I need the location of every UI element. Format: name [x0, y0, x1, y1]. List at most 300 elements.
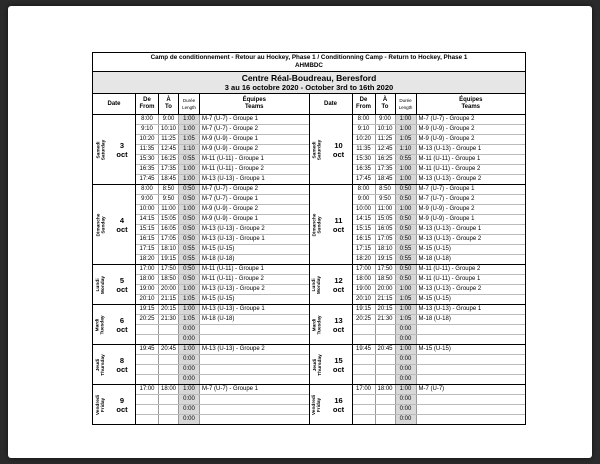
- duration: 0:00: [396, 325, 417, 334]
- duration: 1:00: [179, 125, 200, 134]
- start-time: 17:00: [353, 385, 376, 394]
- duration: 1:00: [396, 165, 417, 174]
- duration: 0:50: [179, 235, 200, 244]
- weekday-vertical: [93, 353, 109, 376]
- start-time: [136, 395, 159, 404]
- weekday-fr: Samedi: [312, 140, 318, 159]
- duration: 0:50: [396, 195, 417, 204]
- session-row: [136, 295, 309, 304]
- start-time: 15:15: [136, 225, 159, 234]
- duration: 0:00: [179, 405, 200, 414]
- end-time: 16:05: [376, 225, 396, 234]
- duration: 0:50: [179, 225, 200, 234]
- end-time: 11:00: [376, 205, 396, 214]
- team-name: M-13 (U-13) - Groupe 2: [202, 226, 265, 232]
- duration: 1:05: [179, 135, 200, 144]
- session-row: [136, 165, 309, 175]
- day-of-month: 16: [334, 395, 343, 405]
- day-label: [310, 385, 353, 424]
- day-of-month: 4: [119, 215, 125, 225]
- duration: 0:50: [396, 185, 417, 194]
- end-time: 21:30: [376, 315, 396, 324]
- duration: 1:05: [179, 315, 200, 324]
- duration: 1:00: [179, 205, 200, 214]
- session-row: [353, 315, 526, 325]
- session-row: [353, 165, 526, 175]
- start-time: 15:15: [353, 225, 376, 234]
- end-time: [376, 405, 396, 414]
- end-time: 21:15: [376, 295, 396, 304]
- column-headers: [310, 94, 526, 115]
- start-time: 18:00: [136, 275, 159, 284]
- session-rows: [353, 265, 526, 304]
- team-name: M-11 (U-11) - Groupe 1: [418, 156, 481, 162]
- duration: 0:55: [396, 155, 417, 164]
- end-time: 9:50: [159, 195, 179, 204]
- end-time: [159, 415, 179, 424]
- duration: 0:50: [179, 265, 200, 274]
- day-number: [109, 356, 135, 374]
- start-time: 18:20: [136, 255, 159, 264]
- weekday-vertical: [310, 394, 326, 415]
- duration: 0:00: [396, 335, 417, 344]
- end-time: 12:45: [376, 145, 396, 154]
- weekday-vertical: [310, 275, 326, 294]
- start-time: 14:15: [353, 215, 376, 224]
- team-name: M-15 (U-15): [202, 246, 235, 252]
- end-time: 16:25: [159, 155, 179, 164]
- weekday-fr: Lundi: [312, 277, 318, 292]
- day-number: [109, 396, 135, 414]
- session-row: [353, 185, 526, 195]
- end-time: [376, 355, 396, 364]
- start-time: 20:25: [353, 315, 376, 324]
- day-of-month: 8: [119, 355, 125, 365]
- day-of-month: 12: [334, 275, 343, 285]
- start-time: 14:15: [136, 215, 159, 224]
- duration: 1:00: [396, 205, 417, 214]
- end-time: 17:35: [376, 165, 396, 174]
- weekday-en: Tuesday: [101, 314, 107, 335]
- day-of-month: 13: [334, 315, 343, 325]
- end-time: 16:25: [376, 155, 396, 164]
- month-abbr: oct: [116, 324, 128, 334]
- month-abbr: oct: [116, 284, 128, 294]
- start-time: 9:10: [136, 125, 159, 134]
- start-time: 19:00: [136, 285, 159, 294]
- start-time: 8:00: [353, 185, 376, 194]
- camp-title: Camp de conditionnement - Retour au Hockey, Phase 1 / Conditionning Camp - Return to Hockey, Phase 1: [150, 54, 468, 61]
- start-time: 10:20: [353, 135, 376, 144]
- start-time: 19:45: [353, 345, 376, 354]
- start-time: 16:15: [353, 235, 376, 244]
- weekday-names: [96, 315, 106, 334]
- end-time: 15:05: [376, 215, 396, 224]
- session-row: [136, 175, 309, 184]
- start-time: 17:00: [353, 265, 376, 274]
- duration: 1:00: [396, 175, 417, 184]
- weekday-en: Thursday: [101, 353, 106, 376]
- team-name: M-7 (U-7) - Groupe 2: [202, 126, 259, 132]
- month-abbr: oct: [332, 224, 345, 234]
- duration: 1:00: [396, 385, 417, 394]
- duration: 1:00: [179, 115, 200, 124]
- team-name: [200, 365, 309, 374]
- start-time: [353, 395, 376, 404]
- from-header: De From: [136, 94, 159, 114]
- weekday-en: Sunday: [101, 215, 106, 234]
- start-time: 8:00: [136, 185, 159, 194]
- end-time: 9:00: [159, 115, 179, 124]
- start-time: [353, 415, 376, 424]
- start-time: 20:10: [136, 295, 159, 304]
- weekday-fr: Jeudi: [96, 358, 101, 371]
- session-row: [353, 345, 526, 355]
- start-time: 9:00: [136, 195, 159, 204]
- session-row: [136, 305, 309, 315]
- end-time: [376, 365, 396, 374]
- week-2-column: [310, 94, 526, 424]
- weekday-names: [313, 394, 323, 414]
- session-row: [353, 195, 526, 205]
- session-row: [353, 235, 526, 245]
- start-time: [136, 325, 159, 334]
- teams-header: Équipes Teams: [242, 97, 266, 110]
- end-time: 20:45: [376, 345, 396, 354]
- session-row: [136, 375, 309, 384]
- session-row: [353, 245, 526, 255]
- duration: 0:55: [179, 245, 200, 254]
- duration: 1:00: [179, 165, 200, 174]
- weekday-fr: Mardi: [312, 318, 318, 331]
- session-row: [136, 185, 309, 195]
- start-time: 17:00: [136, 385, 159, 394]
- duration: 1:10: [396, 145, 417, 154]
- end-time: 8:50: [159, 185, 179, 194]
- start-time: 10:00: [353, 205, 376, 214]
- team-name: M-7 (U-7) - Groupe 1: [202, 386, 259, 392]
- session-row: [353, 385, 526, 395]
- session-row: [353, 265, 526, 275]
- session-row: [136, 265, 309, 275]
- team-name: M-9 (U-9) - Groupe 2: [202, 206, 259, 212]
- duration: 0:00: [396, 405, 417, 414]
- start-time: [136, 335, 159, 344]
- duration: 0:50: [396, 275, 417, 284]
- days-list: [310, 115, 526, 424]
- session-row: [353, 325, 526, 335]
- start-time: 17:15: [353, 245, 376, 254]
- month-abbr: oct: [116, 149, 128, 159]
- end-time: 21:30: [159, 315, 179, 324]
- day-of-month: 3: [119, 140, 125, 150]
- duration: 0:00: [179, 365, 200, 374]
- end-time: 17:05: [159, 235, 179, 244]
- end-time: 11:25: [159, 135, 179, 144]
- team-name: [200, 415, 309, 424]
- team-name: M-9 (U-9) - Groupe 2: [418, 206, 475, 212]
- weekday-vertical: [310, 314, 326, 335]
- schedule-columns: [93, 94, 525, 424]
- team-name: M-9 (U-9) - Groupe 2: [202, 146, 259, 152]
- session-row: [353, 255, 526, 264]
- end-time: 12:45: [159, 145, 179, 154]
- team-name: M-15 (U-15): [418, 296, 451, 302]
- start-time: 11:35: [353, 145, 376, 154]
- end-time: [159, 405, 179, 414]
- session-row: [353, 115, 526, 125]
- team-name: [417, 325, 526, 334]
- team-name: M-7 (U-7): [418, 386, 445, 392]
- day-block: [93, 305, 309, 345]
- day-label: [310, 265, 353, 304]
- end-time: [159, 395, 179, 404]
- start-time: 19:45: [136, 345, 159, 354]
- team-name: [417, 405, 526, 414]
- session-row: [136, 115, 309, 125]
- end-time: [159, 325, 179, 334]
- day-block: [310, 115, 526, 185]
- end-time: [376, 415, 396, 424]
- duration: 0:50: [396, 215, 417, 224]
- duration: 0:55: [179, 155, 200, 164]
- start-time: [136, 355, 159, 364]
- team-name: M-13 (U-13) - Groupe 1: [418, 226, 482, 232]
- session-rows: [353, 185, 526, 264]
- weekday-names: [313, 275, 323, 293]
- month-abbr: oct: [332, 324, 345, 334]
- session-row: [353, 215, 526, 225]
- session-row: [136, 285, 309, 295]
- team-name: [200, 375, 309, 384]
- start-time: 10:00: [136, 205, 159, 214]
- duration: 1:05: [179, 295, 200, 304]
- start-time: 16:35: [353, 165, 376, 174]
- day-block: [93, 265, 309, 305]
- team-name: M-11 (U-11) - Groupe 2: [418, 266, 481, 272]
- end-time: 8:50: [376, 185, 396, 194]
- day-of-month: 6: [119, 315, 125, 325]
- team-name: [200, 335, 309, 344]
- day-block: [93, 115, 309, 185]
- day-number: [326, 396, 352, 414]
- session-row: [353, 335, 526, 344]
- duration: 0:00: [179, 325, 200, 334]
- duration: 0:00: [396, 365, 417, 374]
- month-abbr: oct: [332, 404, 345, 414]
- weekday-vertical: [93, 275, 109, 294]
- session-row: [136, 255, 309, 264]
- end-time: 18:10: [376, 245, 396, 254]
- weekday-names: [96, 213, 106, 236]
- end-time: 19:15: [376, 255, 396, 264]
- teams-header: Équipes Teams: [459, 97, 483, 110]
- weekday-fr: Vendredi: [312, 394, 318, 415]
- end-time: 21:15: [159, 295, 179, 304]
- day-label: [93, 115, 136, 184]
- session-row: [136, 145, 309, 155]
- day-block: [310, 185, 526, 265]
- session-row: [136, 235, 309, 245]
- team-name: [417, 335, 526, 344]
- day-label: [93, 385, 136, 424]
- team-name: M-11 (U-11) - Groupe 1: [202, 266, 264, 272]
- date-header: Date: [310, 94, 353, 114]
- end-time: 17:35: [159, 165, 179, 174]
- session-rows: [353, 115, 526, 184]
- session-row: [353, 375, 526, 384]
- team-name: M-13 (U-13) - Groupe 1: [202, 306, 265, 312]
- team-name: M-15 (U-15): [418, 246, 451, 252]
- day-label: [310, 345, 353, 384]
- start-time: 19:15: [353, 305, 376, 314]
- duration: 1:05: [396, 295, 417, 304]
- session-row: [136, 405, 309, 415]
- duration: 0:50: [179, 185, 200, 194]
- session-row: [136, 155, 309, 165]
- duration: 1:00: [179, 305, 200, 314]
- document-header: [93, 53, 525, 72]
- start-time: 15:30: [353, 155, 376, 164]
- team-name: [200, 405, 309, 414]
- duration: 0:00: [396, 395, 417, 404]
- day-label: [93, 305, 136, 344]
- weekday-fr: Samedi: [96, 140, 101, 159]
- team-name: M-13 (U-13) - Groupe 2: [418, 176, 482, 182]
- session-row: [136, 385, 309, 395]
- day-block: [93, 345, 309, 385]
- session-rows: [136, 185, 309, 264]
- session-row: [353, 405, 526, 415]
- team-name: [417, 375, 526, 384]
- weekday-vertical: [93, 394, 109, 415]
- day-of-month: 9: [119, 395, 125, 405]
- duration: 0:00: [179, 415, 200, 424]
- weekday-en: Tuesday: [317, 314, 323, 335]
- day-label: [93, 345, 136, 384]
- session-row: [136, 275, 309, 285]
- start-time: 18:20: [353, 255, 376, 264]
- start-time: [136, 405, 159, 414]
- start-time: 11:35: [136, 145, 159, 154]
- end-time: [376, 325, 396, 334]
- end-time: 18:10: [159, 245, 179, 254]
- weekday-fr: Lundi: [96, 277, 101, 292]
- end-time: 18:45: [159, 175, 179, 184]
- team-name: [417, 365, 526, 374]
- duration-header: Durée Length: [179, 94, 200, 114]
- team-name: M-7 (U-7) - Groupe 1: [202, 196, 259, 202]
- start-time: 15:30: [136, 155, 159, 164]
- session-row: [353, 225, 526, 235]
- weekday-en: Friday: [317, 397, 323, 412]
- team-name: M-13 (U-13) - Groupe 2: [202, 346, 265, 352]
- start-time: 16:15: [136, 235, 159, 244]
- team-name: M-9 (U-9) - Groupe 1: [418, 216, 475, 222]
- start-time: [353, 405, 376, 414]
- duration: 1:00: [179, 285, 200, 294]
- duration: 1:10: [179, 145, 200, 154]
- weekday-en: Saturday: [317, 139, 323, 160]
- weekday-en: Thursday: [317, 353, 323, 376]
- session-row: [136, 215, 309, 225]
- end-time: 19:15: [159, 255, 179, 264]
- weekday-names: [96, 275, 106, 293]
- weekday-fr: Dimanche: [96, 213, 101, 236]
- duration: 0:50: [396, 235, 417, 244]
- date-header: Date: [93, 94, 136, 114]
- session-row: [353, 365, 526, 375]
- end-time: [159, 335, 179, 344]
- start-time: 17:15: [136, 245, 159, 254]
- week-1-column: [93, 94, 310, 424]
- team-name: M-11 (U-11) - Groupe 2: [202, 276, 264, 282]
- month-abbr: oct: [116, 364, 128, 374]
- weekday-names: [313, 139, 323, 160]
- team-name: [417, 415, 526, 424]
- start-time: [136, 365, 159, 374]
- session-rows: [136, 265, 309, 304]
- weekday-fr: Jeudi: [312, 358, 318, 371]
- duration: 1:00: [396, 285, 417, 294]
- end-time: 18:50: [376, 275, 396, 284]
- team-name: M-9 (U-9) - Groupe 2: [418, 136, 475, 142]
- month-abbr: oct: [332, 364, 345, 374]
- weekday-names: [96, 394, 106, 414]
- day-of-month: 10: [334, 140, 343, 150]
- duration: 0:55: [179, 255, 200, 264]
- weekday-en: Sunday: [317, 215, 323, 234]
- day-block: [310, 345, 526, 385]
- end-time: [159, 375, 179, 384]
- duration-header: Durée Length: [396, 94, 417, 114]
- day-of-month: 11: [334, 215, 343, 225]
- day-block: [310, 305, 526, 345]
- day-of-month: 15: [334, 355, 343, 365]
- day-number: [109, 141, 135, 159]
- end-time: 18:45: [376, 175, 396, 184]
- end-time: 10:10: [159, 125, 179, 134]
- end-time: [376, 395, 396, 404]
- end-time: [159, 365, 179, 374]
- day-block: [93, 185, 309, 265]
- session-rows: [136, 305, 309, 344]
- start-time: 8:00: [353, 115, 376, 124]
- duration: 1:00: [396, 125, 417, 134]
- end-time: [376, 375, 396, 384]
- team-name: M-7 (U-7) - Groupe 2: [418, 196, 475, 202]
- day-block: [310, 265, 526, 305]
- start-time: 19:00: [353, 285, 376, 294]
- day-number: [326, 141, 352, 159]
- duration: 0:00: [179, 355, 200, 364]
- from-header: De From: [353, 94, 376, 114]
- day-number: [326, 356, 352, 374]
- day-of-month: 5: [119, 275, 125, 285]
- team-name: M-15 (U-15): [202, 296, 235, 302]
- day-number: [326, 316, 352, 334]
- duration: 1:00: [179, 175, 200, 184]
- day-number: [326, 276, 352, 294]
- duration: 0:00: [179, 375, 200, 384]
- end-time: 9:00: [376, 115, 396, 124]
- duration: 0:50: [396, 225, 417, 234]
- session-row: [136, 395, 309, 405]
- duration: 0:00: [396, 375, 417, 384]
- session-row: [136, 135, 309, 145]
- end-time: 17:50: [376, 265, 396, 274]
- team-name: M-13 (U-13) - Groupe 2: [202, 286, 265, 292]
